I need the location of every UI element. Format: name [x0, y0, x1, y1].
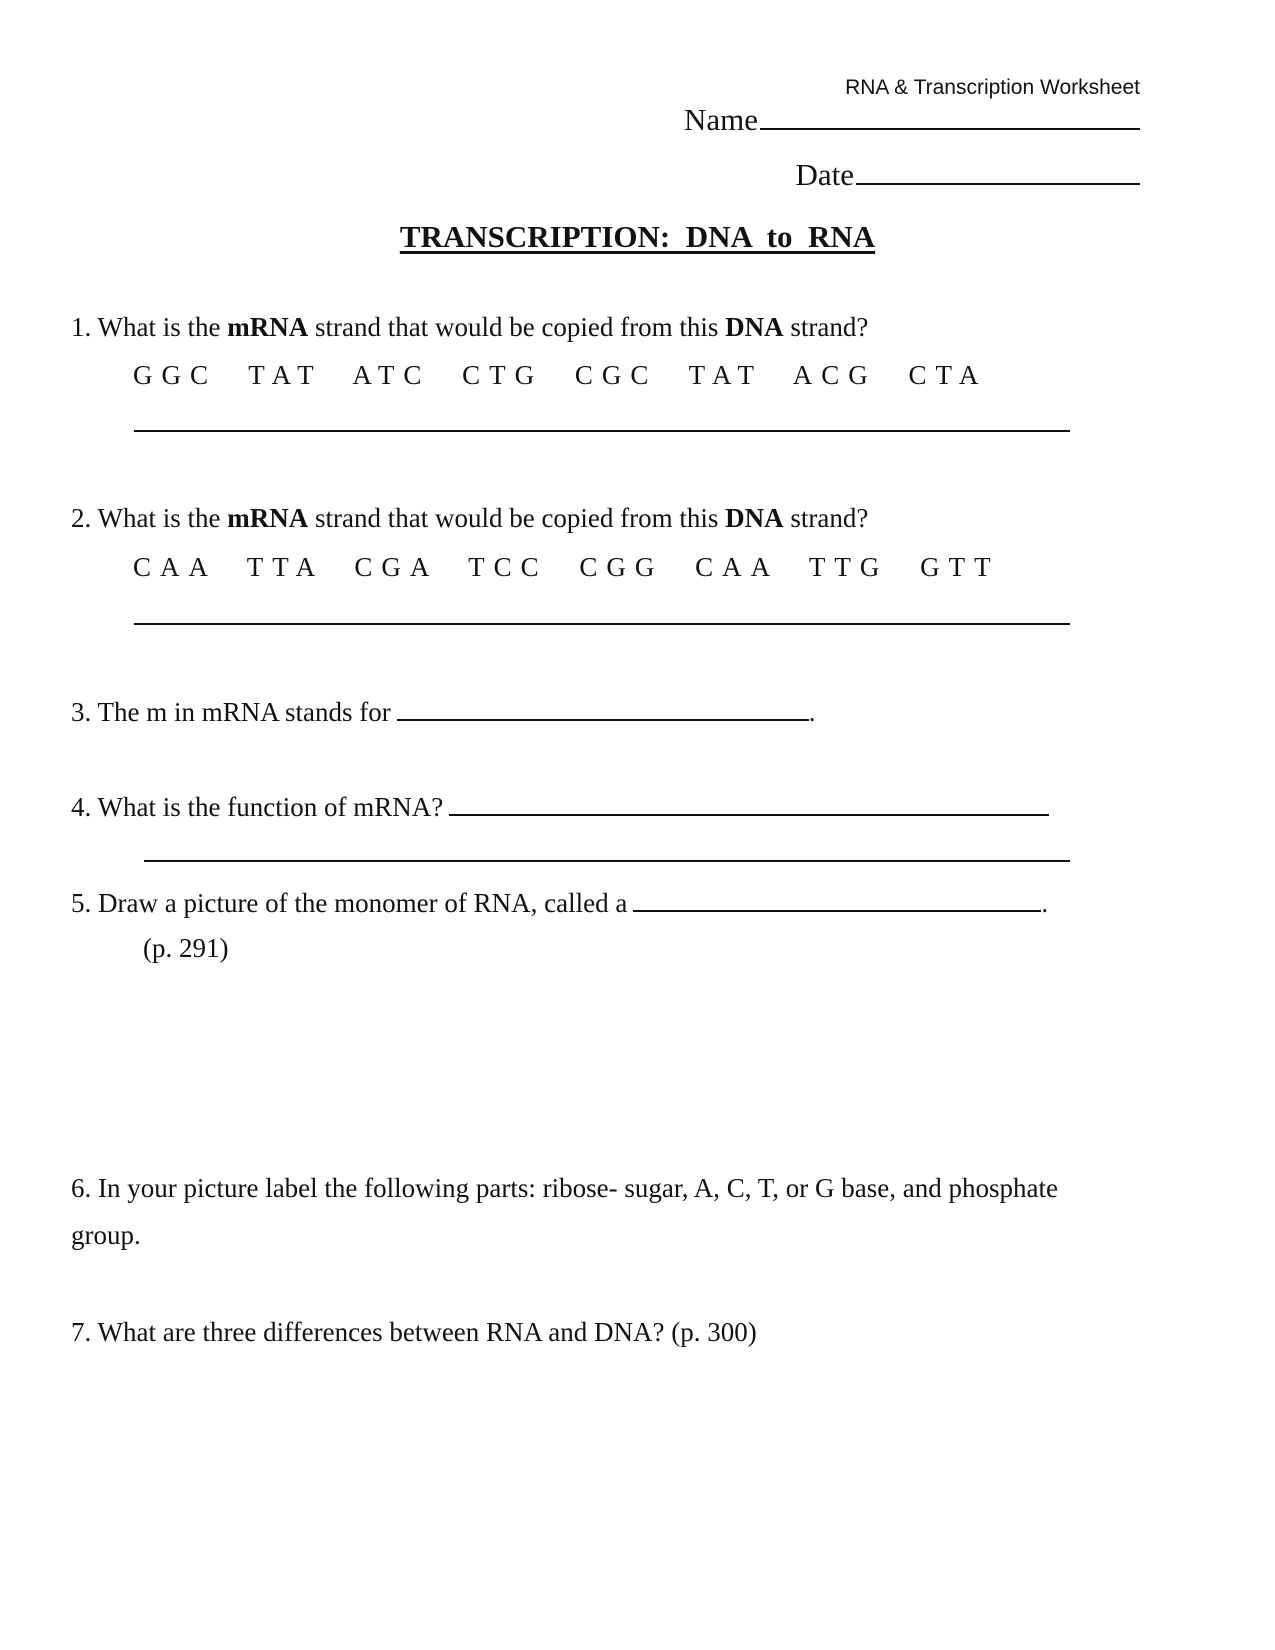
- question-7: 7. What are three differences between RNA and DNA? (p. 300): [71, 1317, 757, 1347]
- page-reference-291: (p. 291): [143, 933, 229, 963]
- question-2: 2. What is the mRNA strand that would be copied from this DNA strand?: [71, 503, 869, 533]
- question-5: 5. Draw a picture of the monomer of RNA, called a .: [71, 888, 1049, 918]
- answer-blank-3[interactable]: [397, 695, 809, 721]
- name-blank[interactable]: [760, 100, 1140, 130]
- dna-sequence-1: GGC TAT ATC CTG CGC TAT ACG CTA: [133, 360, 988, 390]
- answer-blank-5[interactable]: [633, 886, 1041, 912]
- answer-line-1[interactable]: [134, 430, 1070, 432]
- answer-line-2[interactable]: [134, 623, 1070, 625]
- question-6-line1: 6. In your picture label the following parts: ribose- sugar, A, C, T, or G base, and phosphate: [71, 1173, 1058, 1203]
- dna-sequence-2: CAA TTA CGA TCC CGG CAA TTG GTT: [133, 552, 1000, 582]
- question-2-number: 2.: [71, 503, 92, 533]
- question-4: 4. What is the function of mRNA?: [71, 790, 1049, 823]
- answer-blank-4[interactable]: [449, 790, 1049, 816]
- date-field: [795, 155, 1140, 193]
- name-label: Name: [683, 102, 758, 137]
- name-field: [684, 100, 1140, 138]
- date-blank[interactable]: [856, 155, 1140, 185]
- page-title: TRANSCRIPTION: DNA to RNA: [399, 219, 876, 254]
- worksheet-header-title: RNA & Transcription Worksheet: [845, 76, 1140, 99]
- answer-line-4b[interactable]: [144, 860, 1070, 862]
- question-1: 1. What is the mRNA strand that would be copied from this DNA strand?: [71, 312, 869, 342]
- question-6-line2: group.: [71, 1220, 141, 1250]
- date-label: Date: [795, 157, 854, 192]
- question-1-number: 1.: [71, 312, 92, 342]
- question-3: 3. The m in mRNA stands for .: [71, 697, 816, 727]
